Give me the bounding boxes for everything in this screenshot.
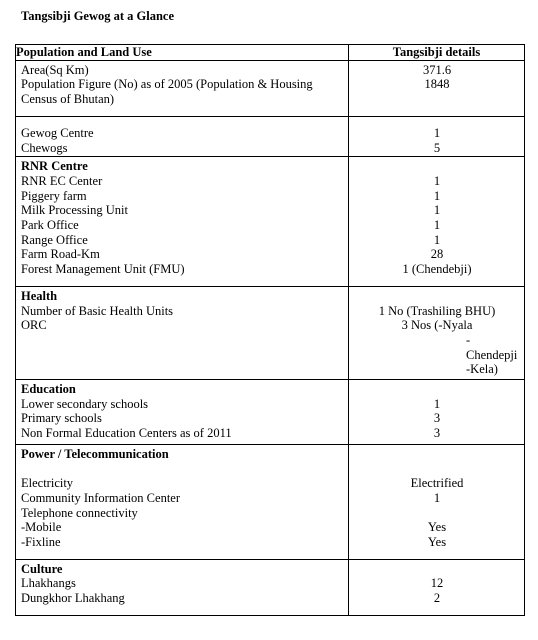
row-value-piggery: 1 bbox=[433, 188, 441, 203]
row-value-fixline: Yes bbox=[427, 535, 447, 550]
row-value-cic: 1 bbox=[433, 490, 441, 505]
gewog-labels-cell bbox=[16, 116, 349, 156]
gewog-values-cell bbox=[349, 116, 525, 156]
rnr-labels-cell bbox=[16, 157, 349, 287]
row-label-population: Population Figure (No) as of 2005 (Population & Housing Census of Bhutan) bbox=[21, 77, 313, 107]
section-title-education: Education bbox=[21, 382, 76, 397]
culture-labels-cell bbox=[16, 559, 349, 615]
row-label-range: Range Office bbox=[21, 232, 88, 247]
row-value-bhu: 1 No (Trashiling BHU) bbox=[378, 303, 496, 318]
section-education bbox=[16, 380, 525, 445]
row-label-chewogs: Chewogs bbox=[21, 140, 68, 155]
row-value-range: 1 bbox=[433, 232, 441, 247]
row-label-park: Park Office bbox=[21, 218, 79, 233]
row-label-dungkhor: Dungkhor Lhakhang bbox=[21, 591, 125, 606]
culture-values-cell bbox=[349, 559, 525, 615]
health-labels-cell bbox=[16, 286, 349, 379]
row-value-nfe: 3 bbox=[433, 426, 441, 441]
section-population bbox=[16, 60, 525, 116]
row-value-lower-secondary: 1 bbox=[433, 396, 441, 411]
row-label-lhakhangs: Lhakhangs bbox=[21, 576, 76, 591]
row-label-mobile: -Mobile bbox=[21, 520, 62, 535]
header-left-cell: Population and Land Use bbox=[16, 45, 349, 61]
page-title: Tangsibji Gewog at a Glance bbox=[21, 9, 175, 23]
row-value-electricity: Electrified bbox=[410, 476, 464, 491]
section-title-power: Power / Telecommunication bbox=[21, 446, 169, 461]
row-label-primary: Primary schools bbox=[21, 411, 102, 426]
section-title-culture: Culture bbox=[21, 561, 63, 576]
row-label-farm-road: Farm Road-Km bbox=[21, 247, 100, 262]
power-values-cell bbox=[349, 444, 525, 559]
row-value-mobile: Yes bbox=[427, 520, 447, 535]
row-value-fmu: 1 (Chendebji) bbox=[402, 262, 472, 277]
education-values-cell bbox=[349, 380, 525, 445]
row-value-lhakhangs: 12 bbox=[430, 576, 444, 591]
section-title-rnr: RNR Centre bbox=[21, 159, 88, 174]
header-right-cell: Tangsibji details bbox=[349, 45, 525, 61]
row-value-orc: 3 Nos (-Nyala bbox=[401, 318, 473, 333]
row-label-nfe: Non Formal Education Centers as of 2011 bbox=[21, 426, 232, 441]
population-labels-cell bbox=[16, 60, 349, 116]
power-labels-cell bbox=[16, 444, 349, 559]
row-value-primary: 3 bbox=[433, 411, 441, 426]
row-label-bhu: Number of Basic Health Units bbox=[21, 303, 174, 318]
row-label-fixline: -Fixline bbox=[21, 535, 61, 550]
row-value-gewog-centre: 1 bbox=[433, 125, 441, 140]
section-title-health: Health bbox=[21, 288, 58, 303]
section-rnr bbox=[16, 157, 525, 287]
section-power bbox=[16, 444, 525, 559]
health-values-cell bbox=[349, 286, 525, 379]
table-header-row bbox=[16, 45, 525, 61]
row-value-dungkhor: 2 bbox=[433, 591, 441, 606]
row-value-orc-chendepji: -Chendepji bbox=[466, 332, 518, 362]
rnr-values-cell bbox=[349, 157, 525, 287]
row-value-population: 1848 bbox=[424, 77, 450, 92]
row-value-orc-kela: -Kela) bbox=[466, 362, 498, 377]
row-value-park: 1 bbox=[433, 218, 441, 233]
population-values-cell bbox=[349, 60, 525, 116]
row-label-orc: ORC bbox=[21, 318, 47, 333]
education-labels-cell bbox=[16, 380, 349, 445]
row-label-gewog-centre: Gewog Centre bbox=[21, 125, 94, 140]
row-label-electricity: Electricity bbox=[21, 476, 74, 491]
row-value-farm-road: 28 bbox=[430, 247, 444, 262]
row-label-piggery: Piggery farm bbox=[21, 188, 87, 203]
section-gewog bbox=[16, 116, 525, 156]
row-value-area: 371.6 bbox=[422, 62, 452, 77]
section-health bbox=[16, 286, 525, 379]
row-value-chewogs: 5 bbox=[433, 140, 441, 155]
row-label-telephone: Telephone connectivity bbox=[21, 505, 138, 520]
row-value-telephone bbox=[354, 506, 520, 521]
row-label-cic: Community Information Center bbox=[21, 490, 181, 505]
row-label-milk: Milk Processing Unit bbox=[21, 203, 128, 218]
row-label-fmu: Forest Management Unit (FMU) bbox=[21, 262, 185, 277]
row-value-rnr-ec: 1 bbox=[433, 173, 441, 188]
row-label-area: Area(Sq Km) bbox=[21, 62, 89, 77]
row-value-milk: 1 bbox=[433, 203, 441, 218]
row-label-lower-secondary: Lower secondary schools bbox=[21, 396, 149, 411]
section-culture bbox=[16, 559, 525, 615]
row-label-rnr-ec: RNR EC Center bbox=[21, 173, 103, 188]
gewog-summary-table bbox=[15, 44, 525, 616]
